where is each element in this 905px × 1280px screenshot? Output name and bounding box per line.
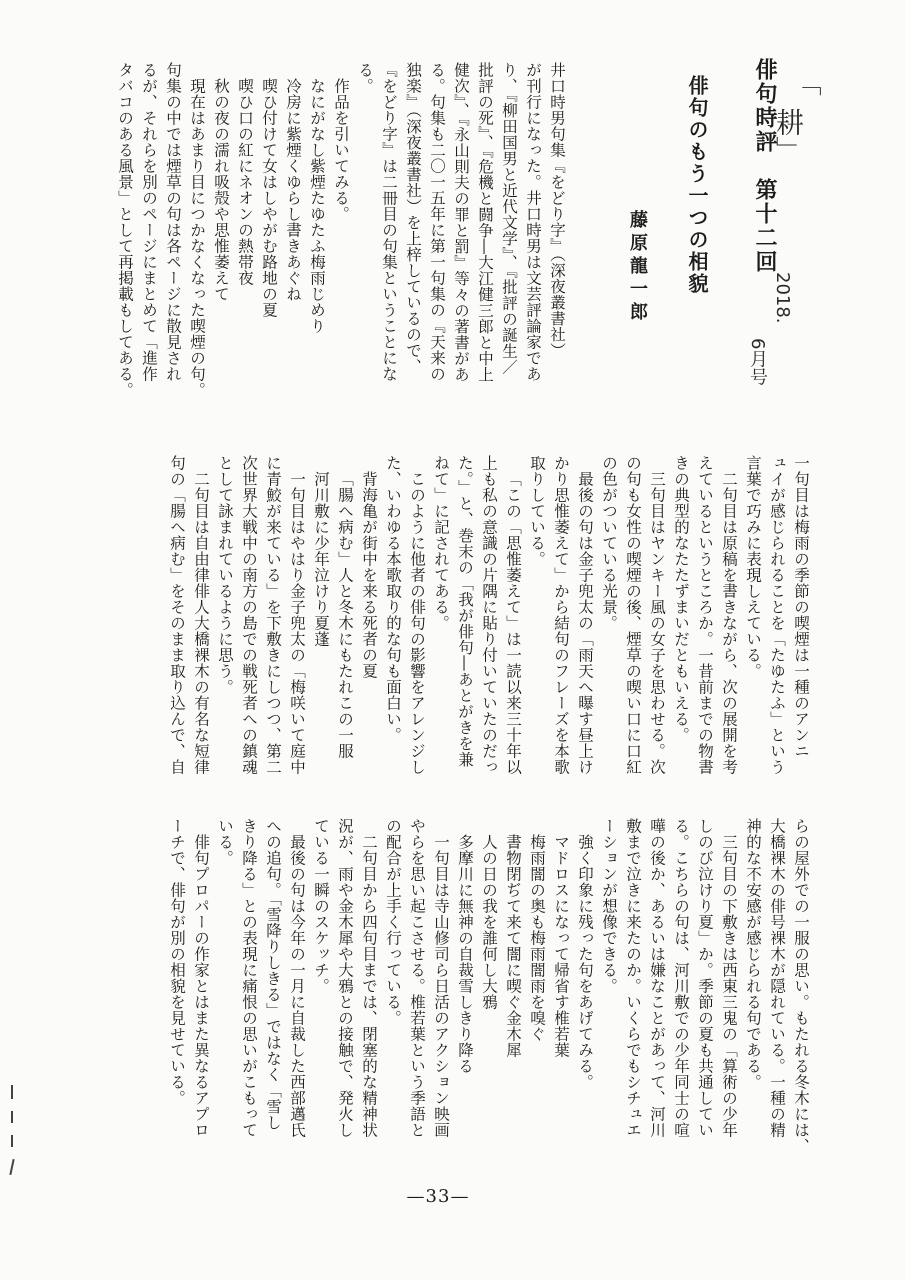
text-line: 二句目から四句目までは、閉塞的な精神状	[360, 833, 378, 1138]
text-line: 二句目は原稿を書きながら、次の展開を考	[720, 470, 738, 775]
text-line: 三句目はヤンキー風の女子を思わせる。次	[648, 470, 666, 775]
text-line: きの典型的なたたずまいだともいえる。	[672, 455, 690, 743]
haiku-line: 喫ひ口の紅にネオンの熱帯夜	[236, 77, 254, 286]
text-line: かり思惟萎えて」から結句のフレーズを本歌	[552, 455, 570, 775]
handwritten-mark: 「	[791, 70, 821, 96]
text-line: ている一瞬のスケッチ。	[312, 818, 330, 994]
lower-text-block	[165, 818, 813, 1154]
handwritten-publication: 耕」	[772, 108, 805, 164]
text-line: 批評の死』、『危機と闘争―大江健三郎と中上	[476, 62, 494, 383]
handwritten-issue: 6月号	[747, 338, 768, 386]
haiku-line: 背海亀が街中を来る死者の夏	[360, 470, 378, 679]
haiku-line: 秋の夜の濡れ吸殻や思惟萎えて	[212, 77, 230, 302]
text-line: 取りしている。	[528, 455, 546, 567]
text-line: 最後の句は金子兜太の「雨天へ曝す昼上け	[576, 470, 594, 775]
text-line: きり降る」との表現に痛恨の思いがこもって	[240, 818, 258, 1138]
haiku-line: 「腸へ病む」人と冬木にもたれこの一服	[336, 470, 354, 759]
upper-text-block	[113, 62, 569, 422]
text-line: やらを思い起こさせる。椎若葉という季語と	[408, 818, 426, 1138]
text-line: 井口時男句集『をどり字』（深夜叢書社）	[548, 62, 566, 359]
text-line: このように他者の俳句の影響をアレンジし	[408, 470, 426, 775]
text-line: 一句目は梅雨の季節の喫煙は一種のアンニ	[792, 455, 810, 759]
text-line: 神的な不安感が感じられる句である。	[744, 818, 762, 1090]
article-title: 俳句のもう一つの相貌	[685, 75, 709, 295]
text-line: 句の「腸へ病む」をそのまま取り込んで、自	[168, 455, 186, 775]
text-line: らの屋外での一服の思い。もたれる冬木には、	[792, 818, 810, 1154]
text-line: として詠まれているように思う。	[216, 455, 234, 695]
text-line: る。句集も二〇一五年に第一句集の『天来の	[428, 62, 446, 382]
text-line: 俳句プロパーの作家とはまた異なるアプロ	[192, 833, 210, 1138]
text-line: 言葉で巧みに表現しえている。	[744, 455, 762, 679]
haiku-line: なにがなし紫煙たゆたふ梅雨じめり	[308, 77, 326, 334]
text-line: えているというところか。一昔前までの物書	[696, 455, 714, 775]
text-line: 一句目はやはり金子兜太の「梅咲いて庭中	[288, 470, 306, 775]
text-line: 『をどり字』は二冊目の句集ということにな	[380, 62, 398, 382]
text-line: 二句目は自由律俳人大橋裸木の有名な短律	[192, 470, 210, 775]
text-line: しのび泣けり夏」か。季節の夏も共通してい	[696, 818, 714, 1138]
text-line: への追句。「雪降りしきる」ではなく「雪し	[264, 818, 282, 1131]
scan-margin-marks	[6, 1085, 20, 1175]
text-line: が刊行になった。井口時男は文芸評論家であ	[524, 62, 542, 382]
text-line: ーチで、俳句が別の相貌を見せている。	[168, 818, 186, 1106]
page-number: —33—	[406, 1186, 470, 1207]
text-line: 三句目の下敷きは西東三鬼の「算術の少年	[720, 833, 738, 1138]
text-line: 敷まで泣きに来たのか。いくらでもシチュエ	[624, 818, 642, 1138]
haiku-line: 梅雨闇の奥も梅雨闇雨を嗅ぐ	[528, 833, 546, 1042]
haiku-line: 人の日の我を誰何し大鴉	[480, 833, 498, 1010]
text-line: ねて」に記されてある。	[432, 455, 450, 631]
text-line: の句も女性の喫煙の後、煙草の喫い口に口紅	[624, 455, 642, 775]
text-line: いる。	[216, 818, 234, 866]
text-line: ーションが想像できる。	[600, 818, 618, 994]
text-line: 句集の中では煙草の句は各ページに散見され	[164, 62, 182, 382]
haiku-line: マドロスになって帰省す椎若葉	[552, 833, 570, 1058]
haiku-line: 喫ひ付けて女はしやがむ路地の夏	[260, 77, 278, 318]
author-name: 藤原龍一郎	[627, 210, 648, 325]
text-line: 作品を引いてみる。	[332, 77, 350, 222]
text-line: 独楽』（深夜叢書社）を上梓しているので、	[404, 62, 422, 375]
series-title: 俳句時評 第十二回	[752, 58, 778, 274]
text-line: 健次』、『永山則夫の罪と罰』等々の著書があ	[452, 62, 470, 383]
text-line: た、いわゆる本歌取り的な句も面白い。	[384, 455, 402, 743]
text-line: るが、それらを別のページにまとめて「進作	[140, 62, 158, 382]
text-line: 現在はあまり目につかなくなった喫煙の句。	[188, 77, 206, 398]
text-line: ュイが感じられることを「たゆたふ」という	[768, 455, 786, 775]
text-line: 大橋裸木の俳号裸木が隠れている。一種の精	[768, 818, 786, 1138]
text-line: る。こちらの句は、河川敷での少年同士の喧	[672, 818, 690, 1138]
text-line: 上も私の意識の片隅に貼り付いていたのだっ	[480, 455, 498, 775]
text-line: 「この「思惟萎えて」は一読以来三十年以	[504, 470, 522, 775]
text-line: タバコのある風景」として再掲載もしてある。	[116, 62, 134, 398]
text-line: 況が、雨や金木犀や大鴉との接触で、発火し	[336, 818, 354, 1138]
haiku-line: 多摩川に無神の自裁雪しきり降る	[456, 833, 474, 1074]
haiku-line: 書物閉ぢて来て闇に喫ぐ金木犀	[504, 833, 522, 1058]
text-line: 最後の句は今年の一月に自裁した西部邁氏	[288, 833, 306, 1138]
text-line: り、『柳田国男と近代文学』、『批評の誕生／	[500, 62, 518, 375]
text-line: る。	[356, 62, 374, 94]
text-line: 嘩の後か、あるいは嫌なことがあって、河川	[648, 818, 666, 1138]
text-line: 強く印象に残った句をあげてみる。	[576, 833, 594, 1090]
text-line: に青鮫が来ている」を下敷きにしつつ、第二	[264, 455, 282, 775]
text-line: 次世界大戦中の南方の島での戦死者への鎮魂	[240, 455, 258, 775]
text-line: の配合が上手く行っている。	[384, 818, 402, 1026]
haiku-line: 河川敷に少年泣けり夏蓬	[312, 470, 330, 647]
text-line: の色がついている光景。	[600, 455, 618, 631]
text-line: 一句目は寺山修司ら日活のアクション映画	[432, 833, 450, 1138]
haiku-line: 冷房に紫煙くゆらし書きあぐね	[284, 77, 302, 302]
handwritten-date: 2018.	[772, 272, 793, 324]
text-line: た。」と、巻末の「我が俳句―あとがきを兼	[456, 455, 474, 768]
middle-text-block	[165, 455, 813, 795]
